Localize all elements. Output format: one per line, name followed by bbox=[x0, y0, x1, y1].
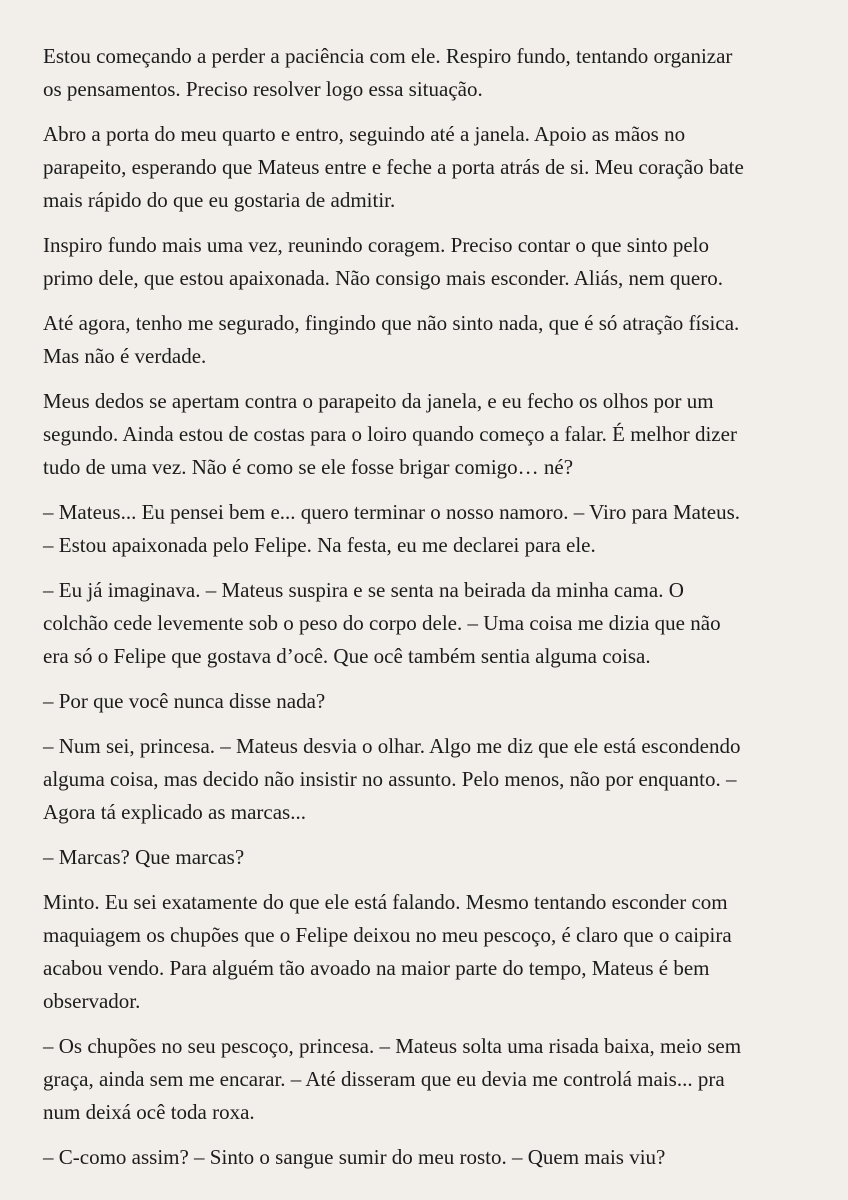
paragraph bbox=[43, 385, 806, 484]
text-line: Meus dedos se apertam contra o parapeito da janela, e eu fecho os olhos por um bbox=[43, 389, 714, 413]
text-line: primo dele, que estou apaixonada. Não consigo mais esconder. Aliás, nem quero. bbox=[43, 266, 723, 290]
text-line: colchão cede levemente sob o peso do corpo dele. – Uma coisa me dizia que não bbox=[43, 611, 721, 635]
text-line: era só o Felipe que gostava d’ocê. Que ocê também sentia alguma coisa. bbox=[43, 644, 651, 668]
text-line: Abro a porta do meu quarto e entro, seguindo até a janela. Apoio as mãos no bbox=[43, 122, 686, 146]
text-line: parapeito, esperando que Mateus entre e feche a porta atrás de si. Meu coração bate bbox=[43, 155, 744, 179]
text-line: alguma coisa, mas decido não insistir no assunto. Pelo menos, não por enquanto. – bbox=[43, 767, 737, 791]
paragraph bbox=[43, 1141, 806, 1174]
text-line: Até agora, tenho me segurado, fingindo que não sinto nada, que é só atração física. bbox=[43, 311, 740, 335]
text-line: tudo de uma vez. Não é como se ele fosse brigar comigo… né? bbox=[43, 455, 574, 479]
text-line: mais rápido do que eu gostaria de admitir. bbox=[43, 188, 396, 212]
paragraph bbox=[43, 118, 806, 217]
text-line: os pensamentos. Preciso resolver logo essa situação. bbox=[43, 77, 483, 101]
text-line: Estou começando a perder a paciência com ele. Respiro fundo, tentando organizar bbox=[43, 44, 733, 68]
text-line: – Estou apaixonada pelo Felipe. Na festa, eu me declarei para ele. bbox=[43, 533, 596, 557]
text-line: – Eu já imaginava. – Mateus suspira e se senta na beirada da minha cama. O bbox=[43, 578, 684, 602]
text-line: observador. bbox=[43, 989, 141, 1013]
text-line: Agora tá explicado as marcas... bbox=[43, 800, 306, 824]
text-line: – C-como assim? – Sinto o sangue sumir do meu rosto. – Quem mais viu? bbox=[43, 1145, 666, 1169]
paragraph bbox=[43, 574, 806, 673]
text-line: num deixá ocê toda roxa. bbox=[43, 1100, 255, 1124]
text-line: graça, ainda sem me encarar. – Até disseram que eu devia me controlá mais... pra bbox=[43, 1067, 725, 1091]
paragraph bbox=[43, 886, 806, 1018]
text-line: – Mateus... Eu pensei bem e... quero terminar o nosso namoro. – Viro para Mateus. bbox=[43, 500, 741, 524]
paragraph bbox=[43, 685, 806, 718]
paragraph bbox=[43, 307, 806, 373]
paragraph bbox=[43, 496, 806, 562]
text-line: – Marcas? Que marcas? bbox=[43, 845, 245, 869]
paragraph bbox=[43, 40, 806, 106]
text-line: segundo. Ainda estou de costas para o loiro quando começo a falar. É melhor dizer bbox=[43, 422, 737, 446]
text-line: Minto. Eu sei exatamente do que ele está falando. Mesmo tentando esconder com bbox=[43, 890, 728, 914]
document-body bbox=[43, 40, 806, 1174]
text-line: – Num sei, princesa. – Mateus desvia o olhar. Algo me diz que ele está escondendo bbox=[43, 734, 741, 758]
text-line: – Os chupões no seu pescoço, princesa. – Mateus solta uma risada baixa, meio sem bbox=[43, 1034, 742, 1058]
paragraph bbox=[43, 841, 806, 874]
text-line: Inspiro fundo mais uma vez, reunindo coragem. Preciso contar o que sinto pelo bbox=[43, 233, 709, 257]
text-line: – Por que você nunca disse nada? bbox=[43, 689, 326, 713]
paragraph bbox=[43, 730, 806, 829]
paragraph bbox=[43, 229, 806, 295]
text-line: maquiagem os chupões que o Felipe deixou no meu pescoço, é claro que o caipira bbox=[43, 923, 732, 947]
text-line: acabou vendo. Para alguém tão avoado na maior parte do tempo, Mateus é bem bbox=[43, 956, 710, 980]
text-line: Mas não é verdade. bbox=[43, 344, 207, 368]
paragraph bbox=[43, 1030, 806, 1129]
